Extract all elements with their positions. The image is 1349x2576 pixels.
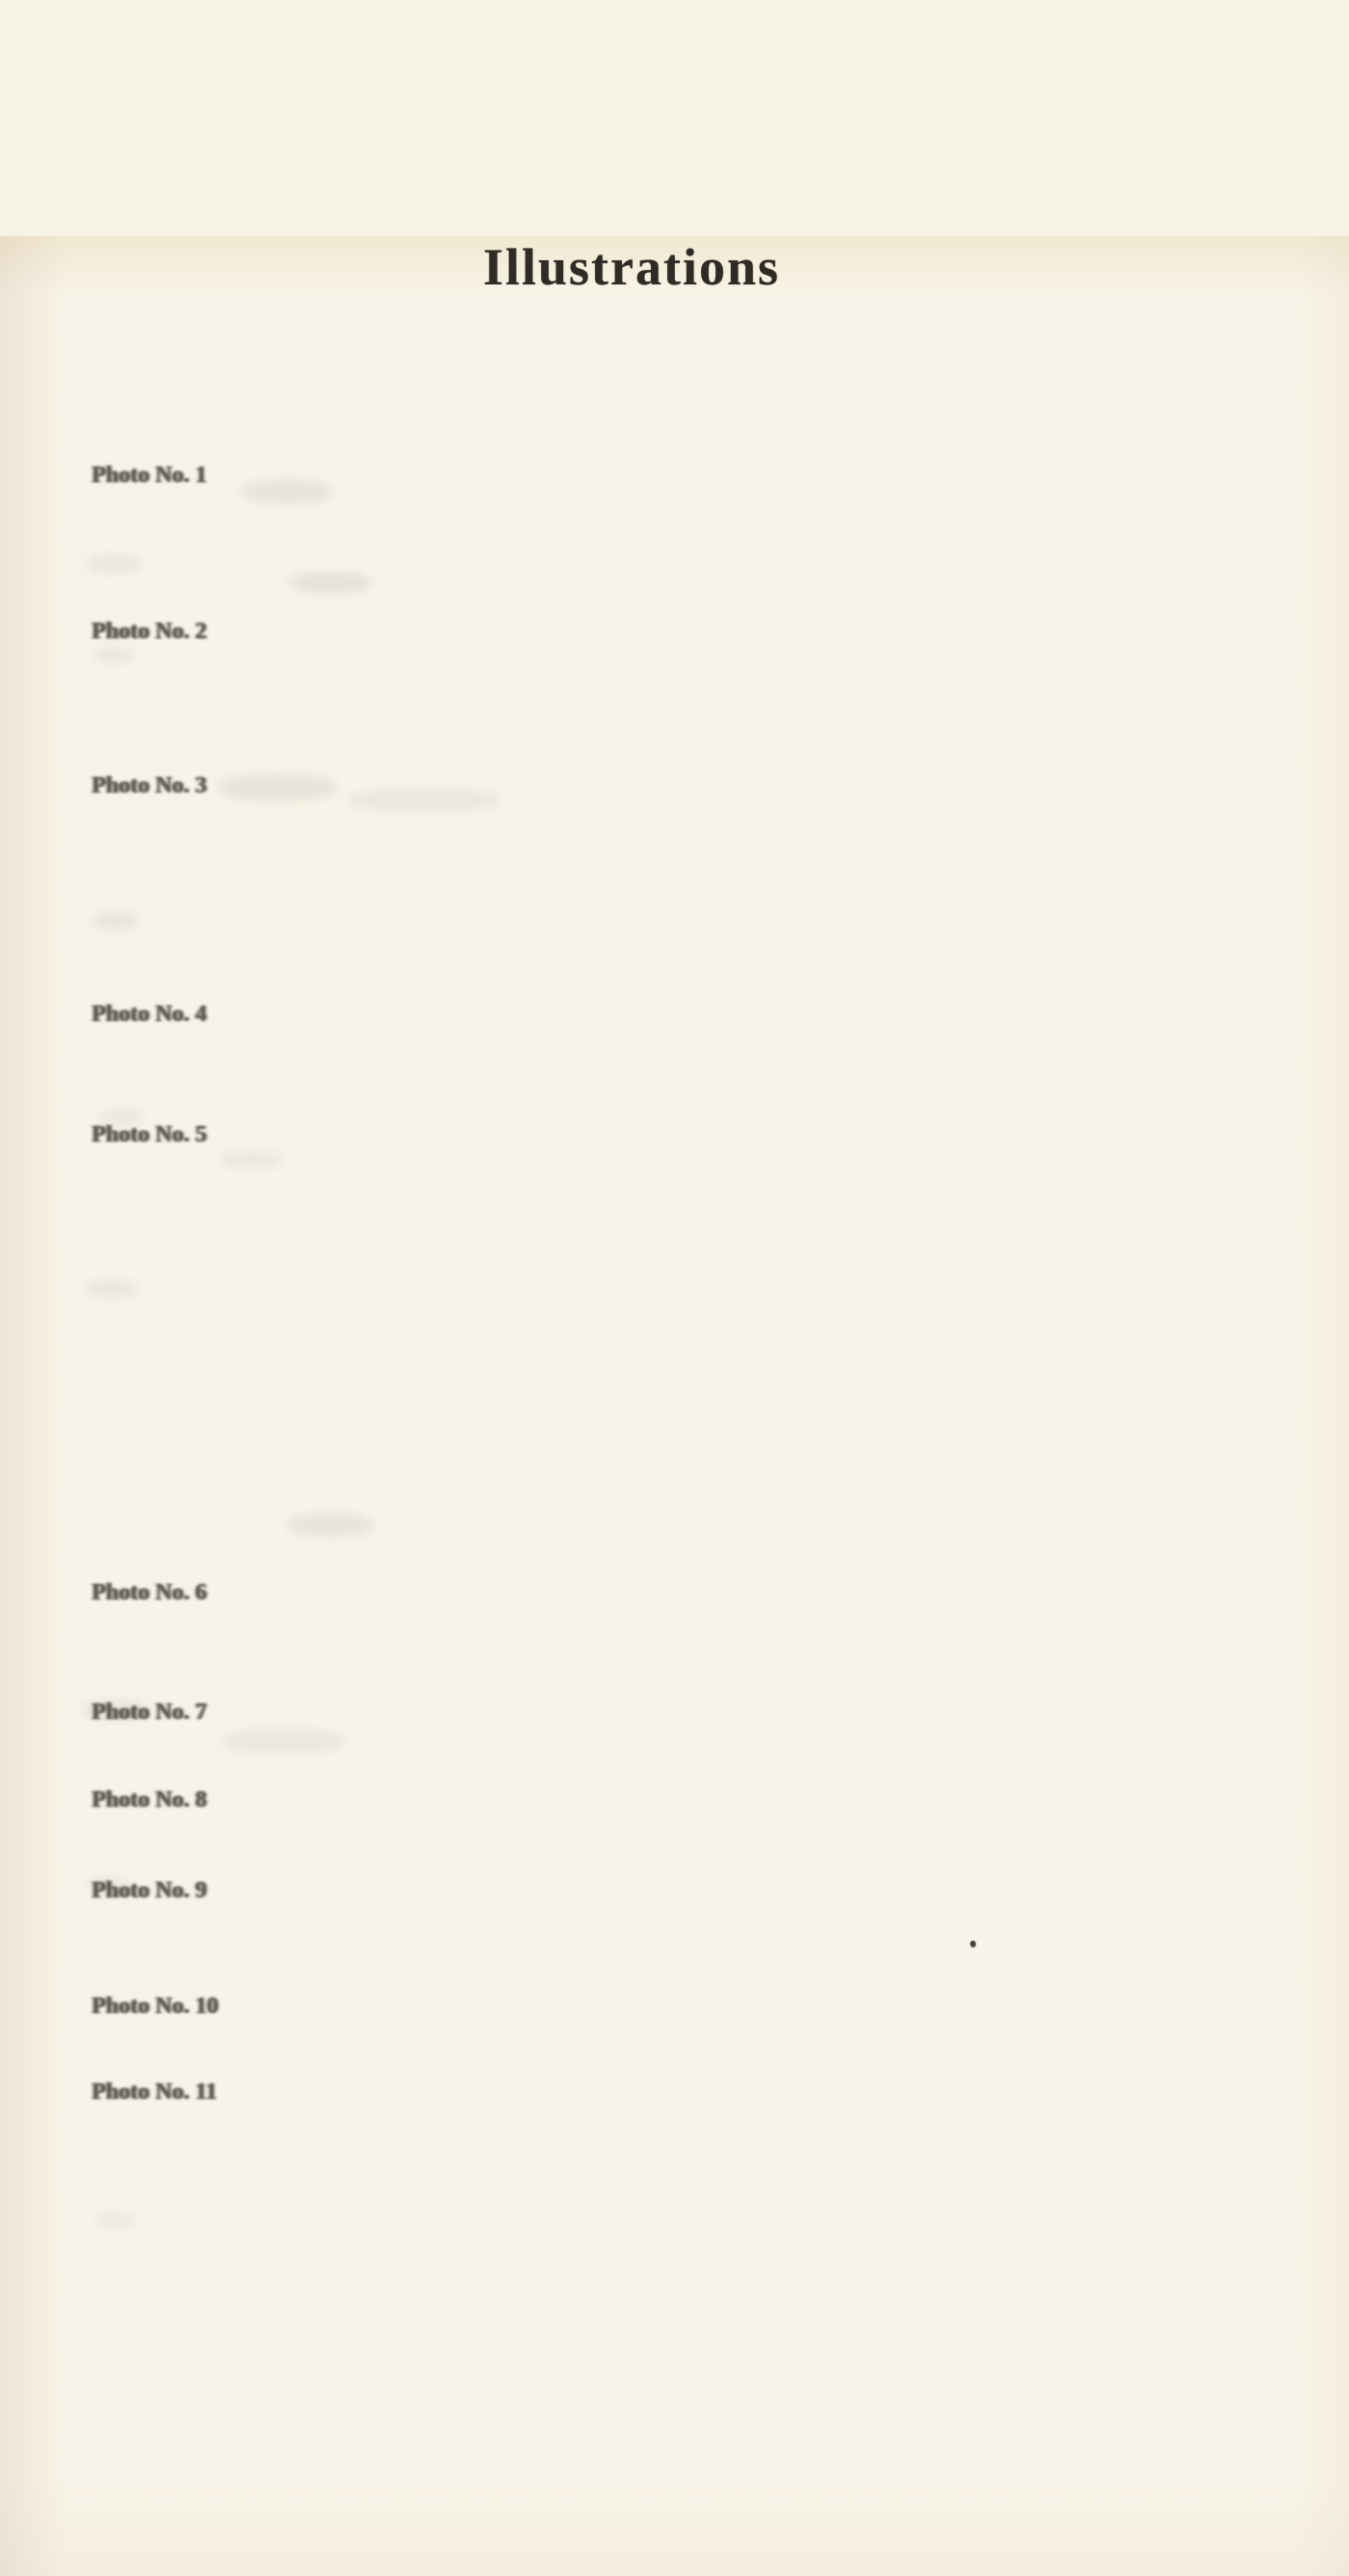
photo-number-label: Photo No. 7 — [92, 1700, 207, 1725]
scanned-page-background — [0, 236, 1349, 2576]
photo-number-label: Photo No. 11 — [92, 2080, 218, 2105]
photo-number-label: Photo No. 1 — [92, 463, 207, 488]
photo-number-label: Photo No. 9 — [92, 1878, 207, 1903]
photo-number-label: Photo No. 5 — [92, 1122, 207, 1147]
photo-number-label: Photo No. 3 — [92, 773, 207, 798]
ink-speck — [970, 1941, 976, 1947]
photo-number-label: Photo No. 4 — [92, 1002, 207, 1027]
page-title: Illustrations — [482, 238, 781, 296]
photo-number-label: Photo No. 6 — [92, 1580, 207, 1605]
photo-number-label: Photo No. 2 — [92, 619, 207, 644]
photo-number-label: Photo No. 10 — [92, 1994, 219, 2019]
photo-number-label: Photo No. 8 — [92, 1787, 207, 1812]
